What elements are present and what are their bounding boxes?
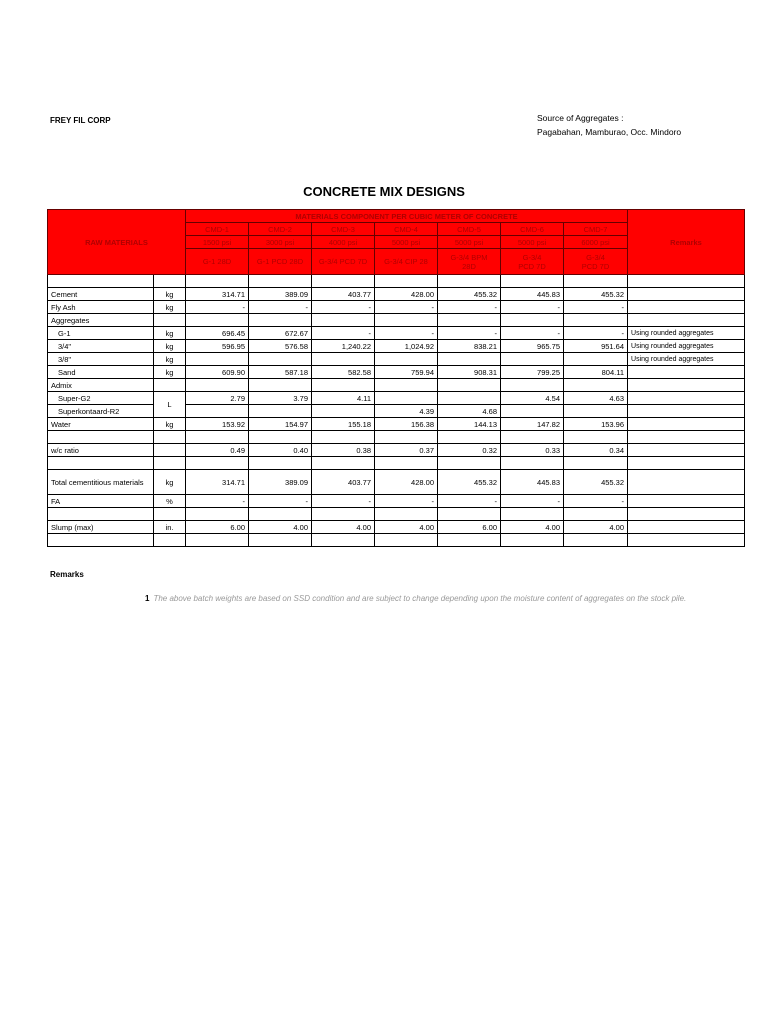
remark-cell [628, 418, 745, 431]
mix-type-line: G-3/4 CIP 28 [384, 257, 428, 266]
unit [154, 314, 186, 327]
company-name: FREY FIL CORP [50, 116, 111, 125]
material-name: Total cementitious materials [48, 470, 154, 495]
value-cell [564, 314, 628, 327]
blank-row [48, 275, 745, 288]
value-cell [249, 353, 312, 366]
value-cell: 154.97 [249, 418, 312, 431]
value-cell: 0.37 [375, 444, 438, 457]
mix-code: CMD-4 [375, 223, 438, 236]
mix-type [375, 249, 438, 275]
value-cell [186, 353, 249, 366]
value-cell: 144.13 [438, 418, 501, 431]
value-cell: - [186, 495, 249, 508]
value-cell: 455.32 [438, 288, 501, 301]
table-row [48, 444, 745, 457]
material-name: Water [48, 418, 154, 431]
mix-type-line: G-1 28D [202, 257, 232, 266]
value-cell: 389.09 [249, 288, 312, 301]
mix-strength: 5000 psi [438, 236, 501, 249]
value-cell [375, 392, 438, 405]
table-row [48, 340, 745, 353]
unit: kg [154, 301, 186, 314]
value-cell [375, 353, 438, 366]
unit: kg [154, 470, 186, 495]
value-cell: 0.34 [564, 444, 628, 457]
remark-cell [628, 392, 745, 405]
value-cell [249, 405, 312, 418]
value-cell: 2.79 [186, 392, 249, 405]
value-cell: 582.58 [312, 366, 375, 379]
value-cell [312, 314, 375, 327]
value-cell: 4.39 [375, 405, 438, 418]
mix-type-line: G-3/4 [522, 252, 542, 262]
value-cell: 1,240.22 [312, 340, 375, 353]
mix-type [501, 249, 564, 275]
value-cell: 445.83 [501, 288, 564, 301]
value-cell [375, 379, 438, 392]
unit [154, 444, 186, 457]
remark-cell: Using rounded aggregates [628, 353, 745, 366]
remark-cell [628, 314, 745, 327]
unit: kg [154, 288, 186, 301]
value-cell [501, 379, 564, 392]
value-cell [501, 405, 564, 418]
value-cell: 156.38 [375, 418, 438, 431]
table-row [48, 392, 745, 405]
remark-cell: Using rounded aggregates [628, 327, 745, 340]
blank-row [48, 508, 745, 521]
value-cell: 1,024.92 [375, 340, 438, 353]
value-cell: 804.11 [564, 366, 628, 379]
value-cell: 403.77 [312, 288, 375, 301]
material-name: Aggregates [48, 314, 154, 327]
mix-type [312, 249, 375, 275]
mix-strength: 3000 psi [249, 236, 312, 249]
note-text: The above batch weights are based on SSD condition and are subject to change depending upon the moisture content of aggregates on the stock pile. [153, 594, 687, 603]
material-name: G-1 [48, 327, 154, 340]
value-cell: 428.00 [375, 288, 438, 301]
value-cell: - [564, 495, 628, 508]
value-cell [312, 405, 375, 418]
mix-strength: 4000 psi [312, 236, 375, 249]
value-cell: 965.75 [501, 340, 564, 353]
value-cell: 0.49 [186, 444, 249, 457]
value-cell: - [564, 327, 628, 340]
blank-row [48, 431, 745, 444]
table-row [48, 470, 745, 495]
table-row [48, 353, 745, 366]
table-row [48, 405, 745, 418]
value-cell: 759.94 [375, 366, 438, 379]
page-title: CONCRETE MIX DESIGNS [303, 184, 465, 199]
value-cell: 403.77 [312, 470, 375, 495]
mix-type-line: PCD 7D [581, 261, 610, 271]
value-cell: 153.96 [564, 418, 628, 431]
value-cell: - [501, 327, 564, 340]
material-name: Admix [48, 379, 154, 392]
material-name: FA [48, 495, 154, 508]
value-cell: 4.00 [375, 521, 438, 534]
table-row [48, 288, 745, 301]
unit: L [154, 392, 186, 418]
value-cell: 4.00 [564, 521, 628, 534]
value-cell: 314.71 [186, 288, 249, 301]
value-cell: - [249, 301, 312, 314]
value-cell: - [501, 495, 564, 508]
unit: kg [154, 366, 186, 379]
value-cell: 4.63 [564, 392, 628, 405]
unit: kg [154, 327, 186, 340]
mix-strength: 5000 psi [501, 236, 564, 249]
value-cell: 4.00 [501, 521, 564, 534]
material-name: w/c ratio [48, 444, 154, 457]
value-cell: - [375, 301, 438, 314]
value-cell [564, 379, 628, 392]
value-cell: - [312, 327, 375, 340]
aggregate-source [537, 111, 681, 139]
table-row [48, 301, 745, 314]
value-cell: - [312, 495, 375, 508]
table-row [48, 495, 745, 508]
value-cell [438, 379, 501, 392]
remark-cell [628, 379, 745, 392]
value-cell: - [375, 495, 438, 508]
mix-strength: 1500 psi [186, 236, 249, 249]
table-row [48, 379, 745, 392]
mix-type-line: G-3/4 PCD 7D [318, 257, 368, 266]
value-cell: 799.25 [501, 366, 564, 379]
note-number: 1 [145, 594, 150, 603]
value-cell: 951.64 [564, 340, 628, 353]
material-name: Cement [48, 288, 154, 301]
value-cell: 576.58 [249, 340, 312, 353]
value-cell [438, 314, 501, 327]
mix-strength: 6000 psi [564, 236, 628, 249]
remark-cell: Using rounded aggregates [628, 340, 745, 353]
note-1 [145, 594, 686, 603]
remark-cell [628, 301, 745, 314]
mix-code: CMD-6 [501, 223, 564, 236]
blank-row [48, 457, 745, 470]
value-cell: 147.82 [501, 418, 564, 431]
value-cell: - [438, 327, 501, 340]
material-name: Fly Ash [48, 301, 154, 314]
mix-code: CMD-1 [186, 223, 249, 236]
value-cell: 4.68 [438, 405, 501, 418]
value-cell: 455.32 [438, 470, 501, 495]
value-cell [501, 353, 564, 366]
value-cell [186, 379, 249, 392]
value-cell: 4.00 [249, 521, 312, 534]
value-cell: 4.00 [312, 521, 375, 534]
value-cell: 155.18 [312, 418, 375, 431]
value-cell: 0.32 [438, 444, 501, 457]
mix-type-line: G-3/4 BPM [450, 252, 488, 262]
blank-row [48, 534, 745, 547]
unit: kg [154, 418, 186, 431]
mix-type-line: PCD 7D [518, 261, 546, 271]
value-cell [186, 405, 249, 418]
mix-type [249, 249, 312, 275]
remark-cell [628, 444, 745, 457]
value-cell: - [564, 301, 628, 314]
value-cell: 389.09 [249, 470, 312, 495]
value-cell: 696.45 [186, 327, 249, 340]
value-cell [564, 353, 628, 366]
material-name: 3/4" [48, 340, 154, 353]
value-cell: 838.21 [438, 340, 501, 353]
material-name: Super-G2 [48, 392, 154, 405]
value-cell [312, 353, 375, 366]
value-cell [501, 314, 564, 327]
value-cell [249, 379, 312, 392]
value-cell: 672.67 [249, 327, 312, 340]
mix-type-line: G-1 PCD 28D [256, 257, 304, 266]
mix-code: CMD-2 [249, 223, 312, 236]
mix-code: CMD-7 [564, 223, 628, 236]
material-name: Sand [48, 366, 154, 379]
value-cell: 4.54 [501, 392, 564, 405]
value-cell [186, 314, 249, 327]
mix-design-table [47, 209, 745, 547]
table-row [48, 314, 745, 327]
value-cell: - [312, 301, 375, 314]
mix-strength: 5000 psi [375, 236, 438, 249]
remark-cell [628, 366, 745, 379]
value-cell: 6.00 [186, 521, 249, 534]
materials-component-header: MATERIALS COMPONENT PER CUBIC METER OF CONCRETE [186, 210, 628, 223]
remark-cell [628, 405, 745, 418]
table-row [48, 521, 745, 534]
value-cell: 4.11 [312, 392, 375, 405]
value-cell: 6.00 [438, 521, 501, 534]
value-cell: - [438, 301, 501, 314]
remark-cell [628, 470, 745, 495]
value-cell [438, 353, 501, 366]
unit: in. [154, 521, 186, 534]
unit [154, 379, 186, 392]
value-cell: 445.83 [501, 470, 564, 495]
material-name: Superkontaard-R2 [48, 405, 154, 418]
mix-type [186, 249, 249, 275]
value-cell: - [249, 495, 312, 508]
value-cell: 153.92 [186, 418, 249, 431]
value-cell [438, 392, 501, 405]
material-name: Slump (max) [48, 521, 154, 534]
table-row [48, 327, 745, 340]
mix-type-line: G-3/4 [586, 252, 605, 262]
value-cell: 609.90 [186, 366, 249, 379]
material-name: 3/8" [48, 353, 154, 366]
table-row [48, 366, 745, 379]
value-cell: 3.79 [249, 392, 312, 405]
value-cell [564, 405, 628, 418]
value-cell: 0.33 [501, 444, 564, 457]
value-cell: 596.95 [186, 340, 249, 353]
remark-cell [628, 288, 745, 301]
value-cell: - [186, 301, 249, 314]
value-cell: 455.32 [564, 288, 628, 301]
remarks-label: Remarks [50, 570, 84, 579]
value-cell: 587.18 [249, 366, 312, 379]
mix-code: CMD-3 [312, 223, 375, 236]
value-cell: 314.71 [186, 470, 249, 495]
value-cell [375, 314, 438, 327]
value-cell: - [375, 327, 438, 340]
mix-type [438, 249, 501, 275]
unit: % [154, 495, 186, 508]
value-cell: 908.31 [438, 366, 501, 379]
value-cell: 455.32 [564, 470, 628, 495]
value-cell [312, 379, 375, 392]
unit: kg [154, 353, 186, 366]
remark-cell [628, 495, 745, 508]
mix-code: CMD-5 [438, 223, 501, 236]
value-cell: 0.40 [249, 444, 312, 457]
source-label: Source of Aggregates : [537, 113, 624, 123]
value-cell: - [438, 495, 501, 508]
mix-type-line: 28D [462, 261, 476, 271]
value-cell: 428.00 [375, 470, 438, 495]
unit: kg [154, 340, 186, 353]
value-cell: - [501, 301, 564, 314]
value-cell: 0.38 [312, 444, 375, 457]
raw-materials-header: RAW MATERIALS [48, 210, 186, 275]
remarks-header: Remarks [628, 210, 745, 275]
mix-type [564, 249, 628, 275]
source-value: Pagabahan, Mamburao, Occ. Mindoro [537, 127, 682, 137]
remark-cell [628, 521, 745, 534]
table-row [48, 418, 745, 431]
value-cell [249, 314, 312, 327]
